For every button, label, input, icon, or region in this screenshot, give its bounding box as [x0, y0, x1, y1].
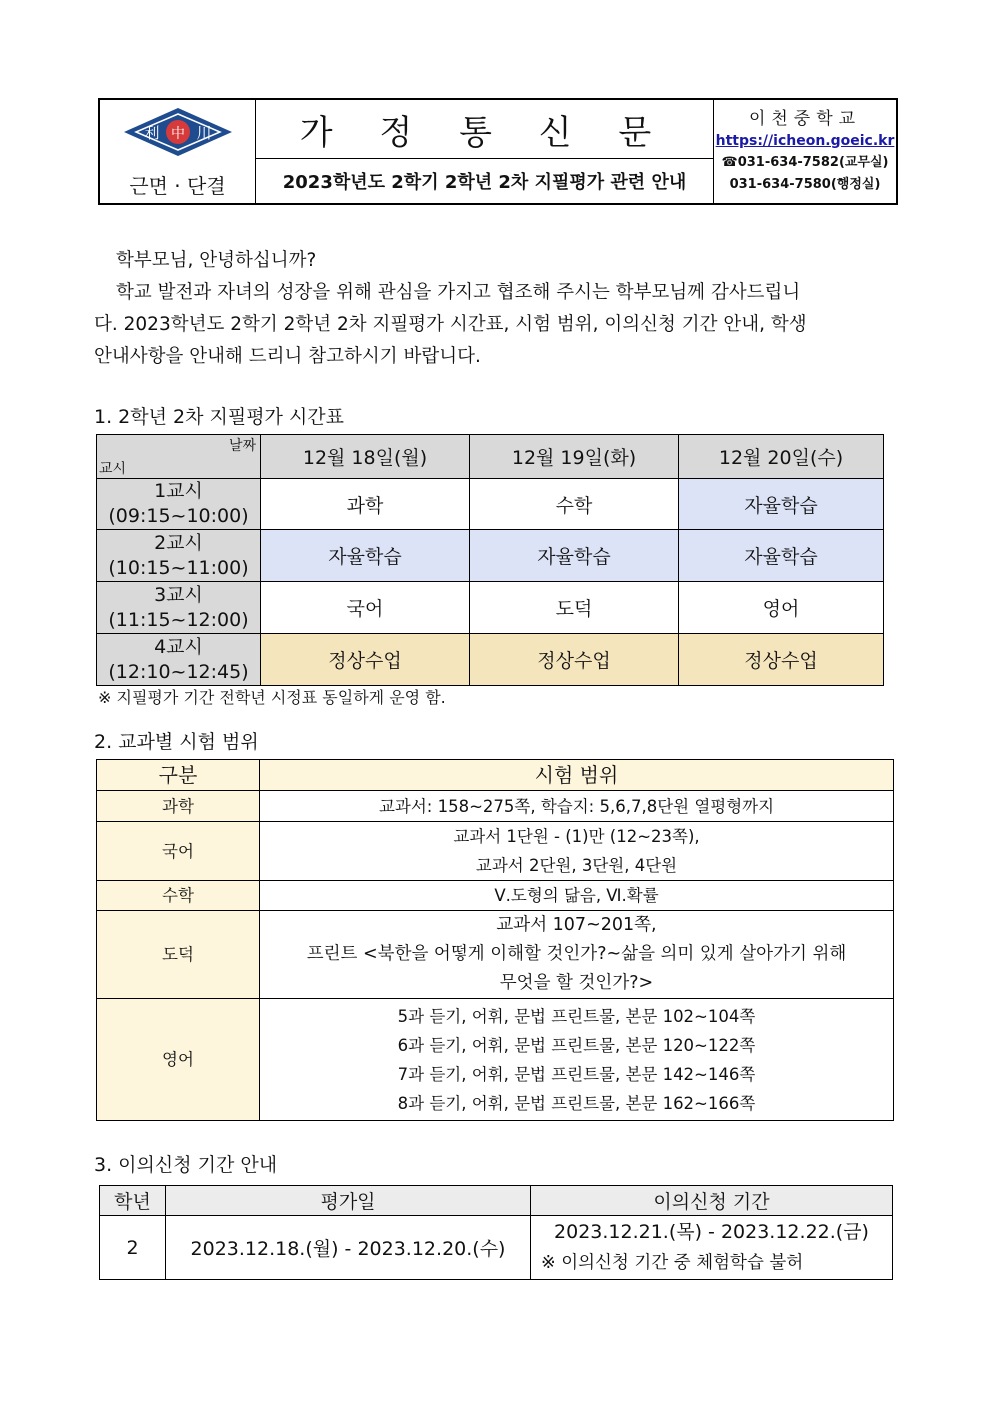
- school-emblem-icon: [122, 104, 234, 160]
- scope-range: [260, 999, 894, 1121]
- scope-line: 교과서 107~201쪽,: [496, 915, 657, 935]
- scope-subject: 영어: [97, 999, 260, 1121]
- timetable-cell: 정상수업: [261, 634, 470, 686]
- scope-header-subject: 구분: [97, 760, 260, 791]
- scope-line: 6과 듣기, 어휘, 문법 프린트물, 본문 120~122쪽: [397, 1035, 756, 1055]
- table-row: [97, 791, 894, 822]
- period-cell: [97, 582, 261, 634]
- timetable-cell: 자율학습: [679, 479, 884, 530]
- timetable-cell: 영어: [679, 582, 884, 634]
- timetable-cell: 국어: [261, 582, 470, 634]
- period-cell: [97, 634, 261, 686]
- appeal-period-cell: [531, 1216, 893, 1280]
- section-3-heading: 3. 이의신청 기간 안내: [94, 1154, 278, 1176]
- scope-line: 프린트 <북한을 어떻게 이해할 것인가?~삶을 의미 있게 살아가기 위해: [306, 944, 847, 964]
- document-subtitle: 2023학년도 2학기 2학년 2차 지필평가 관련 안내: [256, 159, 714, 205]
- section-1-heading: 1. 2학년 2차 지필평가 시간표: [94, 406, 345, 428]
- document-title: 가 정 통 신 문: [256, 99, 714, 159]
- appeal-eval-date: 2023.12.18.(월) - 2023.12.20.(수): [166, 1216, 531, 1280]
- section-2-heading: 2. 교과별 시험 범위: [94, 731, 259, 753]
- exam-timetable: [96, 434, 884, 686]
- period-cell: [97, 530, 261, 582]
- letter-header: [98, 98, 898, 205]
- timetable-cell: 자율학습: [261, 530, 470, 582]
- table-row: [97, 881, 894, 911]
- table-row: [100, 1216, 893, 1280]
- scope-line: 5과 듣기, 어휘, 문법 프린트물, 본문 102~104쪽: [397, 1006, 756, 1026]
- period-label: 3교시: [154, 583, 203, 606]
- table-row: [97, 822, 894, 881]
- scope-line: 교과서 2단원, 3단원, 4단원: [475, 856, 678, 875]
- appeal-note: ※ 이의신청 기간 중 체험학습 불허: [541, 1252, 804, 1273]
- appeal-header-eval-date: 평가일: [166, 1186, 531, 1216]
- period-label: 2교시: [154, 531, 203, 554]
- timetable-cell: 자율학습: [470, 530, 679, 582]
- logo-glyph-right: 川: [195, 124, 212, 142]
- intro-line-3: 안내사항을 안내해 드리니 참고하시기 바랍니다.: [94, 346, 481, 367]
- scope-line: 7과 듣기, 어휘, 문법 프린트물, 본문 142~146쪽: [397, 1064, 756, 1084]
- timetable-cell: 과학: [261, 479, 470, 530]
- scope-line: Ⅴ.도형의 닮음, Ⅵ.확률: [494, 886, 659, 905]
- period-cell: [97, 479, 261, 530]
- timetable-note: ※ 지필평가 기간 전학년 시정표 동일하게 운영 함.: [98, 688, 446, 707]
- intro-line-1: 학교 발전과 자녀의 성장을 위해 관심을 가지고 협조해 주시는 학부모님께 감사드립니: [116, 282, 801, 303]
- period-time: (11:15~12:00): [108, 608, 249, 631]
- scope-subject: 과학: [97, 791, 260, 822]
- timetable-cell: 자율학습: [679, 530, 884, 582]
- school-phone-office: ☎031-634-7582(교무실): [721, 154, 889, 170]
- scope-range: [260, 911, 894, 999]
- school-website-link[interactable]: https://icheon.goeic.kr: [715, 132, 895, 149]
- timetable-cell: 정상수업: [470, 634, 679, 686]
- appeal-header-grade: 학년: [100, 1186, 166, 1216]
- date-header: 12월 18일(월): [261, 435, 470, 479]
- period-label: 4교시: [154, 635, 203, 658]
- date-header: 12월 20일(수): [679, 435, 884, 479]
- scope-line: 무엇을 할 것인가?>: [499, 973, 654, 993]
- corner-date-label: 날짜: [228, 438, 256, 454]
- date-header: 12월 19일(화): [470, 435, 679, 479]
- scope-subject: 국어: [97, 822, 260, 881]
- logo-glyph-left: 利: [143, 124, 160, 142]
- table-row: [97, 479, 884, 530]
- school-info: [714, 99, 898, 204]
- scope-subject: 수학: [97, 881, 260, 911]
- scope-header-range: 시험 범위: [260, 760, 894, 791]
- table-row: [97, 530, 884, 582]
- appeal-period: 2023.12.21.(목) - 2023.12.22.(금): [554, 1220, 869, 1243]
- timetable-cell: 정상수업: [679, 634, 884, 686]
- scope-subject: 도덕: [97, 911, 260, 999]
- exam-scope-table: [96, 759, 894, 1121]
- appeal-table: [99, 1185, 893, 1280]
- logo-glyph-center: 中: [170, 126, 185, 142]
- table-row: [97, 634, 884, 686]
- period-time: (10:15~11:00): [108, 556, 249, 579]
- timetable-cell: 도덕: [470, 582, 679, 634]
- scope-line: 8과 듣기, 어휘, 문법 프린트물, 본문 162~166쪽: [397, 1093, 756, 1113]
- period-time: (09:15~10:00): [108, 505, 249, 527]
- scope-range: [260, 822, 894, 881]
- table-row: [97, 582, 884, 634]
- table-row: [97, 911, 894, 999]
- appeal-grade: 2: [100, 1216, 166, 1280]
- school-name: 이천중학교: [748, 108, 862, 129]
- scope-range: [260, 881, 894, 911]
- scope-line: 교과서 1단원 - (1)만 (12~23쪽),: [453, 827, 700, 846]
- appeal-header-period: 이의신청 기간: [531, 1186, 893, 1216]
- scope-line: 교과서: 158~275쪽, 학습지: 5,6,7,8단원 열평형까지: [378, 796, 775, 816]
- intro-greeting: 학부모님, 안녕하십니까?: [116, 250, 317, 271]
- scope-range: [260, 791, 894, 822]
- school-phone-admin: 031-634-7580(행정실): [729, 176, 881, 192]
- timetable-corner: [97, 435, 261, 479]
- period-label: 1교시: [154, 480, 203, 502]
- table-row: [97, 999, 894, 1121]
- school-logo-cell: [99, 99, 256, 204]
- timetable-cell: 수학: [470, 479, 679, 530]
- intro-line-2: 다. 2023학년도 2학기 2학년 2차 지필평가 시간표, 시험 범위, 이의신청 기간 안내, 학생: [94, 314, 807, 335]
- period-time: (12:10~12:45): [108, 660, 249, 683]
- corner-period-label: 교시: [99, 461, 127, 477]
- school-motto: 근면 · 단결: [129, 174, 226, 198]
